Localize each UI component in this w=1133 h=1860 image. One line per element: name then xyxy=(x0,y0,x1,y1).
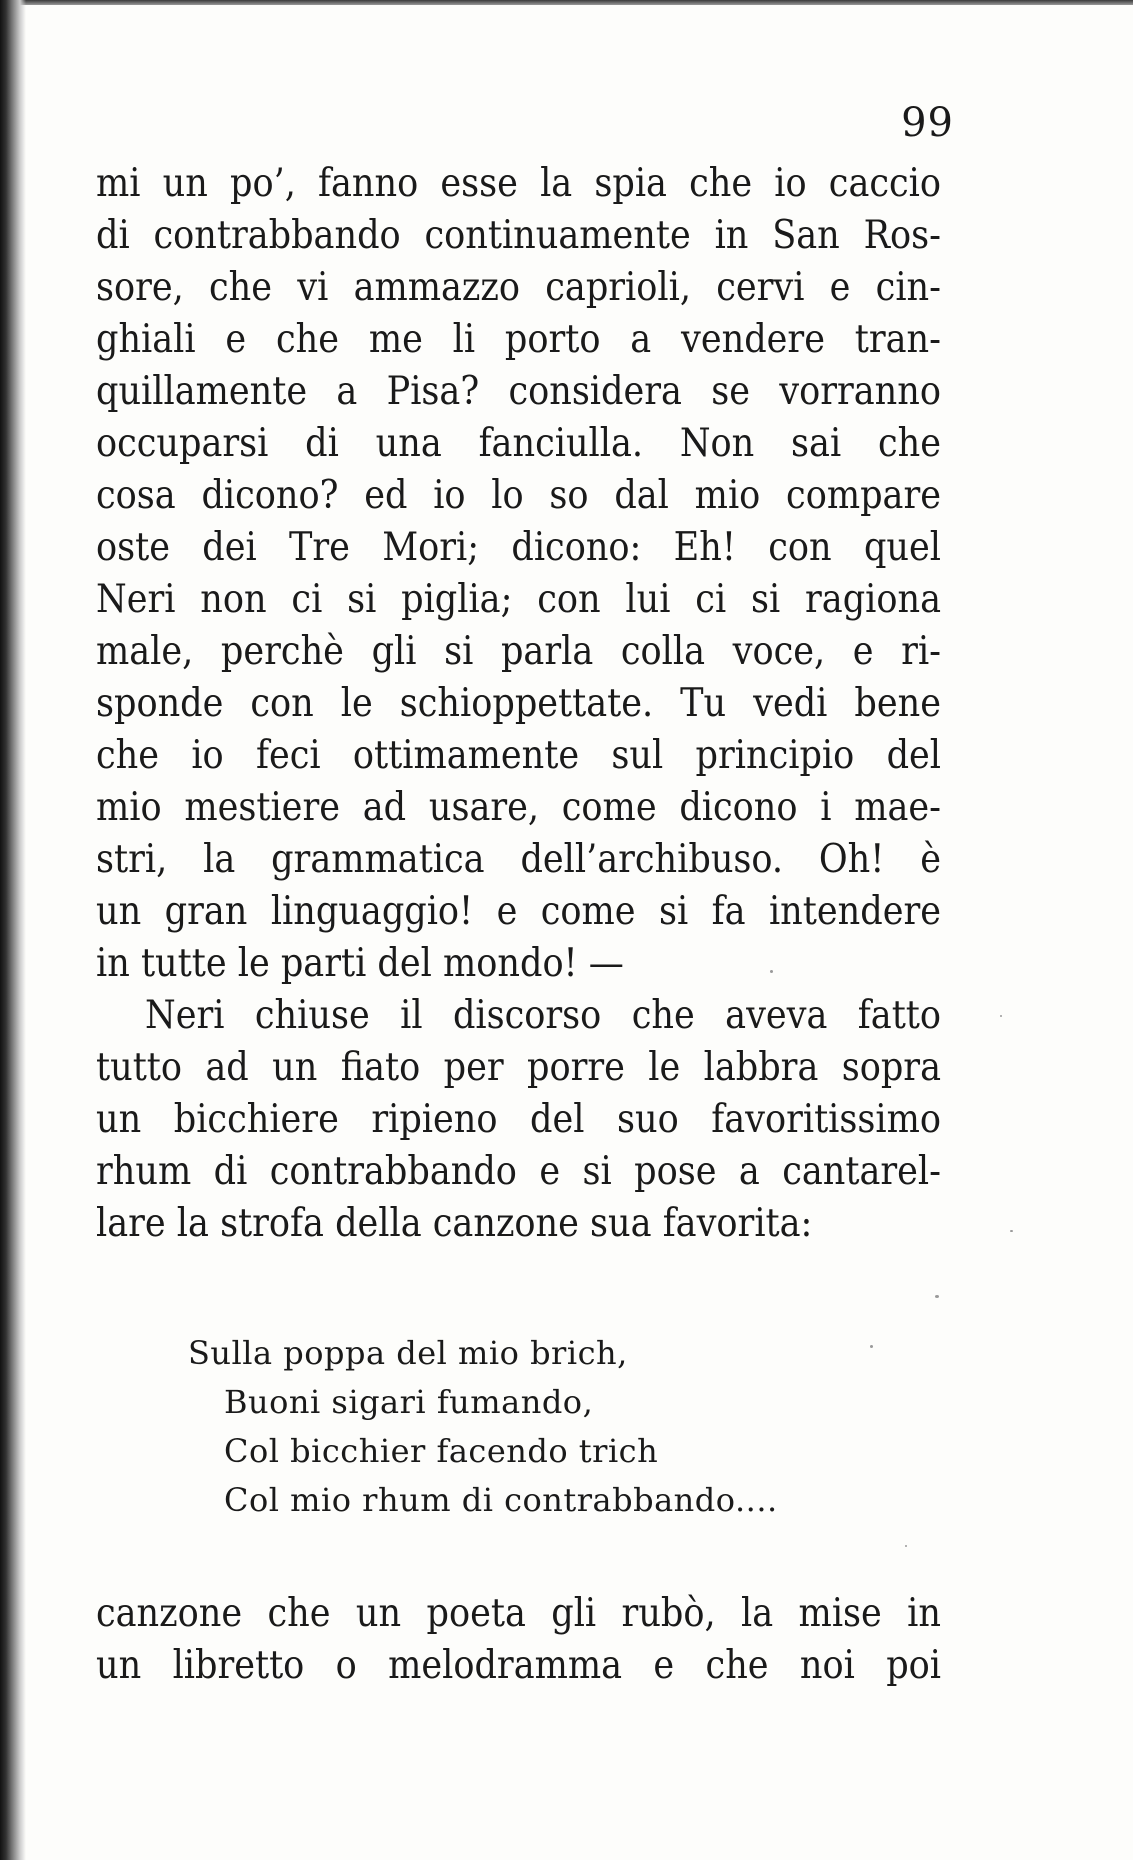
text-line: lare la strofa della canzone sua favorita: xyxy=(96,1201,813,1246)
print-speck xyxy=(870,1345,873,1348)
print-speck xyxy=(1000,1015,1002,1017)
text-line: canzone che un poeta gli rubò, la mise in xyxy=(96,1591,941,1636)
text-line: quillamente a Pisa? considera se vorranno xyxy=(96,369,941,414)
text-line: mi un po’, fanno esse la spia che io caccio xyxy=(96,161,941,206)
page-binding-shadow xyxy=(0,0,26,1860)
text-line: occuparsi di una fanciulla. Non sai che xyxy=(96,421,941,466)
text-line: ghiali e che me li porto a vendere tran- xyxy=(96,317,941,362)
text-line: sore, che vi ammazzo caprioli, cervi e cin- xyxy=(96,265,941,310)
text-line: di contrabbando continuamente in San Ros- xyxy=(96,213,941,258)
text-line: un bicchiere ripieno del suo favoritissimo xyxy=(96,1097,941,1142)
print-speck xyxy=(1010,1230,1013,1232)
text-line: un libretto o melodramma e che noi poi xyxy=(96,1643,941,1688)
text-line: che io feci ottimamente sul principio del xyxy=(96,733,941,778)
print-speck xyxy=(905,1545,907,1547)
verse-line: Col mio rhum di contrabbando.... xyxy=(224,1481,778,1519)
page-top-edge xyxy=(0,0,1133,5)
text-line: sponde con le schioppettate. Tu vedi bene xyxy=(96,681,941,726)
text-line: tutto ad un fiato per porre le labbra sopra xyxy=(96,1045,941,1090)
text-line: oste dei Tre Mori; dicono: Eh! con quel xyxy=(96,525,941,570)
text-line: mio mestiere ad usare, come dicono i mae- xyxy=(96,785,941,830)
text-line: rhum di contrabbando e si pose a cantarel- xyxy=(96,1149,941,1194)
print-speck xyxy=(935,1295,939,1298)
text-line: male, perchè gli si parla colla voce, e ri- xyxy=(96,629,941,674)
verse-line: Sulla poppa del mio brich, xyxy=(188,1334,628,1372)
text-line: stri, la grammatica dell’archibuso. Oh! è xyxy=(96,837,941,882)
print-speck xyxy=(770,970,773,973)
verse-line: Buoni sigari fumando, xyxy=(224,1383,594,1421)
verse-line: Col bicchier facendo trich xyxy=(224,1432,659,1470)
text-line: in tutte le parti del mondo! — xyxy=(96,941,624,986)
text-line: Neri non ci si piglia; con lui ci si ragiona xyxy=(96,577,941,622)
text-line: cosa dicono? ed io lo so dal mio compare xyxy=(96,473,941,518)
text-line: un gran linguaggio! e come si fa intendere xyxy=(96,889,941,934)
page-number: 99 xyxy=(901,100,954,146)
text-line: Neri chiuse il discorso che aveva fatto xyxy=(145,993,941,1038)
